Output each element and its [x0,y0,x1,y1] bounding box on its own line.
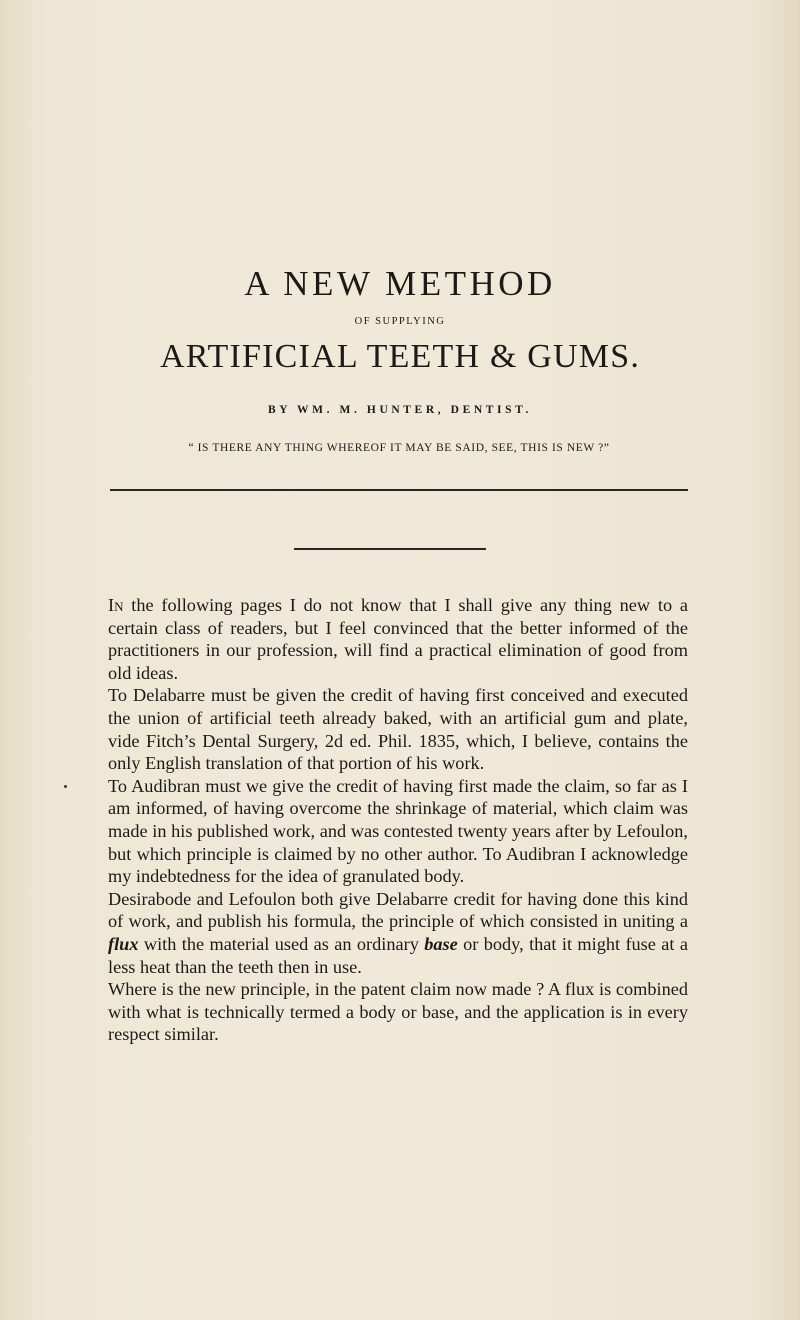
body-text [108,594,688,1046]
emphasis-base: base [424,933,458,954]
author-byline: BY WM. M. HUNTER, DENTIST. [268,404,532,416]
main-title: ARTIFICIAL TEETH & GUMS. [159,338,641,375]
paragraph: Where is the new principle, in the patent claim now made ? A flux is combined with what is technically termed a body or base, and the application is in every respect similar. [108,979,688,1045]
paragraph-text: Desirabode and Lefoulon both give Delabarre credit for having done this kind of work, and publish his formula, the principle of which consisted in uniting a [108,888,688,932]
epigraph-quote: “ IS THERE ANY THING WHEREOF IT MAY BE SAID, SEE, THIS IS NEW ?” [188,442,610,454]
paragraph-text: or body, that it might fuse at a less heat than the teeth then in use. [108,933,688,977]
paragraph [108,888,688,978]
paragraph-text: the following pages I do not know that I shall give any thing new to a certain class of readers, but I feel convinced that the better informed of the practitioners in our profession, will find a practical elimination of good from old ideas. [108,595,688,683]
emphasis-flux: flux [108,933,139,954]
paragraph [108,594,688,684]
paragraph: To Delabarre must be given the credit of having first conceived and executed the union of artificial teeth already baked, with an artificial gum and plate, vide Fitch’s Dental Surgery, 2d ed. Phil. 1835, which, I believe, contains the only English translation of that portion of his work. [108,685,688,774]
ink-speck [64,785,67,788]
drop-word: In [108,595,124,615]
header-divider [110,489,688,491]
document-title: A NEW METHOD [244,264,556,303]
paragraph: To Audibran must we give the credit of having first made the claim, so far as I am informed, of having overcome the shrinkage of material, which claim was made in his published work, and was contested twenty years after by Lefoulon, but which principle is claimed by no other author. To Audibran I acknowledge my indebtedness for the idea of granulated body. [108,775,688,887]
paragraph-text: with the material used as an ordinary [138,933,425,954]
subtitle-connector: OF SUPPLYING [354,316,446,327]
section-divider [294,548,486,550]
